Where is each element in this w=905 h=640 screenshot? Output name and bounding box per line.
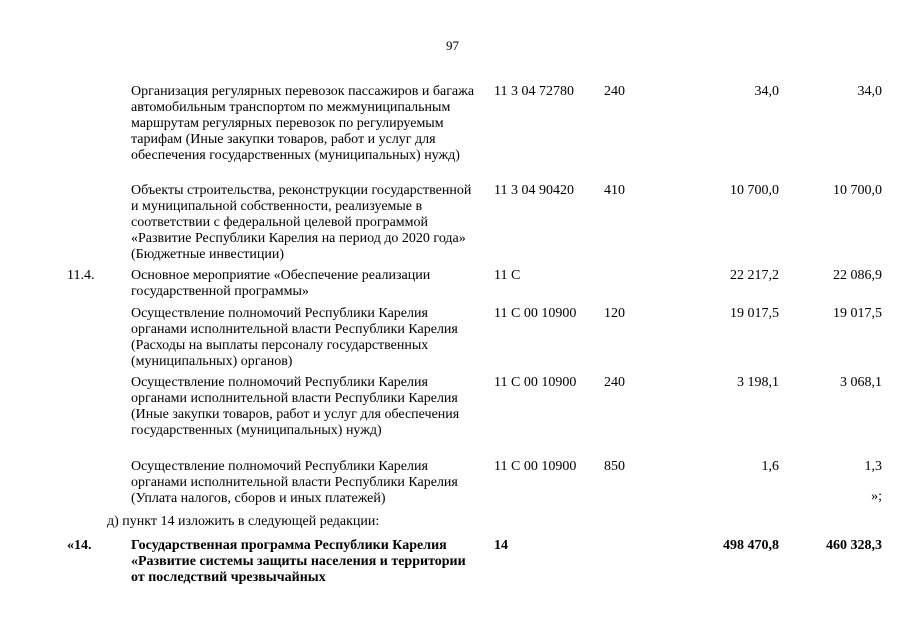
row-vr: 240 [604, 375, 625, 390]
row-vr: 850 [604, 459, 625, 474]
row-amount-1: 1,6 [761, 459, 779, 474]
row-number: «14. [67, 538, 92, 553]
row-code: 11 С 00 10900 [494, 375, 577, 390]
row-amount-2: 22 086,9 [833, 268, 882, 283]
row-amount-1: 10 700,0 [730, 183, 779, 198]
row-name: Осуществление полномочий Республики Карелия органами исполнительной власти Республики Карелия (Расходы на выплаты персоналу государственных (муниципальных) органов) [131, 306, 458, 369]
row-code: 11 С 00 10900 [494, 459, 577, 474]
row-amount-1: 3 198,1 [737, 375, 779, 390]
row-vr: 410 [604, 183, 625, 198]
row-name: Осуществление полномочий Республики Карелия органами исполнительной власти Республики Карелия (Уплата налогов, сборов и иных платежей) [131, 459, 458, 506]
row-vr: 120 [604, 306, 625, 321]
row-code: 11 С [494, 268, 521, 283]
row-name: Государственная программа Республики Карелия «Развитие системы защиты населения и территории от последствий чрезвычайных [131, 538, 466, 585]
row-name: Осуществление полномочий Республики Карелия органами исполнительной власти Республики Карелия (Иные закупки товаров, работ и услуг для обеспечения государственных (муниципальных) нужд) [131, 375, 460, 438]
row-amount-2: 460 328,3 [826, 538, 882, 553]
row-amount-2: 1,3 [864, 459, 882, 474]
closing-quote-mark: »; [871, 489, 882, 504]
row-amount-2: 10 700,0 [833, 183, 882, 198]
row-amount-2: 3 068,1 [840, 375, 882, 390]
row-code: 11 С 00 10900 [494, 306, 577, 321]
row-code: 11 3 04 72780 [494, 84, 574, 99]
row-code: 11 3 04 90420 [494, 183, 574, 198]
row-amount-1: 498 470,8 [723, 538, 779, 553]
row-code: 14 [494, 538, 508, 553]
row-number: 11.4. [67, 268, 95, 283]
amendment-note: д) пункт 14 изложить в следующей редакции: [107, 514, 380, 529]
page-number: 97 [446, 38, 459, 53]
row-vr: 240 [604, 84, 625, 99]
row-name: Организация регулярных перевозок пассажиров и багажа автомобильным транспортом по межмуниципальным маршрутам регулярных перевозок по регулируемым тарифам (Иные закупки товаров, работ и услуг для обеспечения государственных (муниципальных) нужд) [131, 84, 475, 163]
row-amount-2: 34,0 [857, 84, 882, 99]
row-name: Объекты строительства, реконструкции государственной и муниципальной собственности, реализуемые в соответствии с федеральной целевой программой «Развитие Республики Карелия на период до 2020 года» (Бюджетные инвестиции) [131, 183, 472, 262]
row-amount-2: 19 017,5 [833, 306, 882, 321]
row-amount-1: 34,0 [754, 84, 779, 99]
row-amount-1: 22 217,2 [730, 268, 779, 283]
row-amount-1: 19 017,5 [730, 306, 779, 321]
row-name: Основное мероприятие «Обеспечение реализации государственной программы» [131, 268, 431, 299]
